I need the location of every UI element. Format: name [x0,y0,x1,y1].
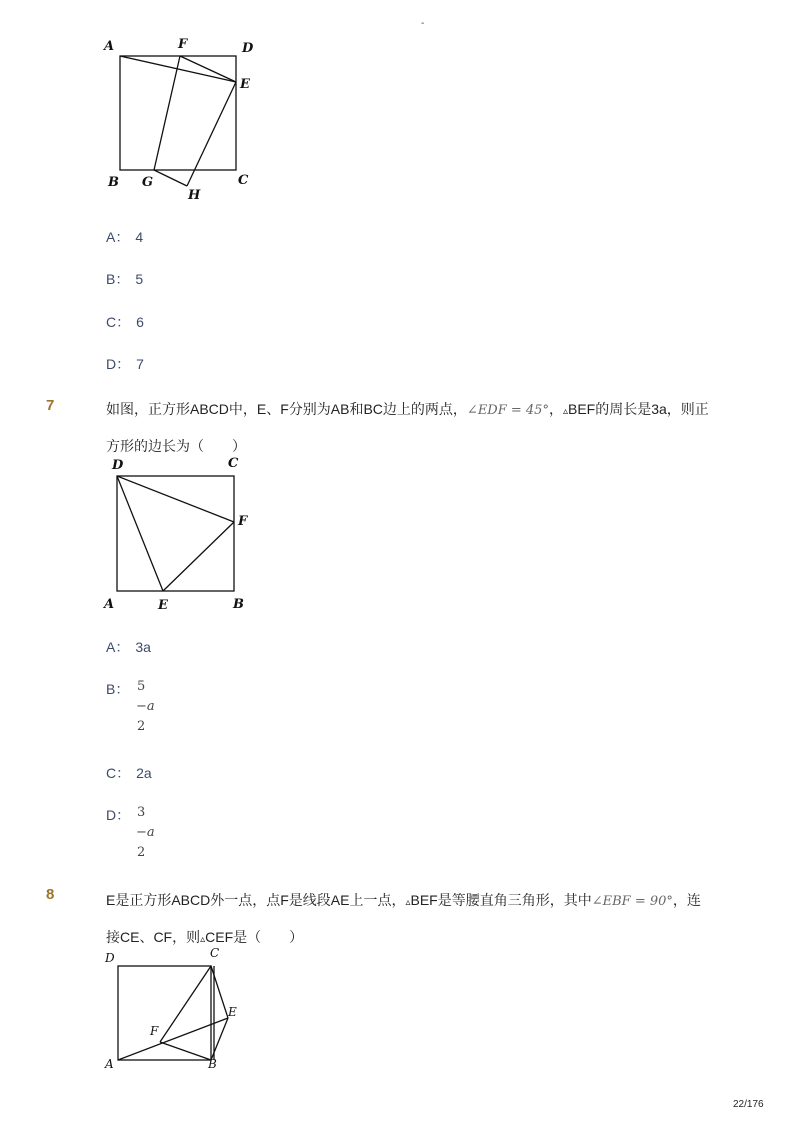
q6-option-d[interactable] [106,354,144,374]
segment-fg [154,56,180,170]
page-number: 22/176 [733,1099,764,1110]
square-abcd [118,966,211,1060]
figure-q7-diagram [100,452,260,617]
q7-option-b[interactable] [106,679,129,699]
fraction-bar: −a [136,825,155,840]
label-a: A [104,597,115,612]
q6-option-c[interactable] [106,312,144,332]
label-d: D [242,41,254,56]
triangle-icon: ▵ [405,897,411,908]
question-8-line-2: 接CE、CF，则▵CEF是（ ） [106,929,304,945]
label-e: E [240,77,250,92]
fraction-numerator: 3 [137,805,146,820]
option-value: 7 [136,356,144,372]
segment-gh [154,170,187,186]
q6-option-a[interactable] [106,227,143,247]
label-f: F [238,514,248,529]
label-f: F [178,37,188,52]
q7-option-c[interactable] [106,763,152,783]
triangle-icon: ▵ [562,406,568,417]
q7-option-d-fraction [137,805,155,860]
option-letter: C： [106,765,131,781]
label-g: G [142,175,154,190]
label-e: E [228,1005,237,1019]
q7-option-b-fraction [137,679,155,734]
segment-fe [180,56,236,82]
fraction-denominator: 2 [137,719,146,734]
figure-q6-diagram [100,34,260,204]
fraction-denominator: 2 [137,845,146,860]
option-letter: D： [106,807,131,823]
label-f: F [150,1024,159,1038]
segment-bf [160,1042,211,1060]
label-d: D [105,951,115,965]
option-letter: C： [106,314,131,330]
label-h: H [188,188,201,203]
option-value: 6 [136,314,144,330]
square-abcd [120,56,236,170]
option-value: 3a [135,639,151,655]
label-e: E [158,598,168,613]
triangle-icon: ▵ [200,934,206,945]
header-mark: - [421,18,425,29]
option-value: 2a [136,765,152,781]
figure-q8-diagram [100,944,250,1074]
q7-option-d[interactable] [106,805,130,825]
label-c: C [228,456,239,471]
label-a: A [104,39,115,54]
option-value: 5 [135,271,144,287]
math-angle-ebf: ∠EBF = 90° [591,894,673,909]
option-letter: B： [106,271,130,287]
label-c: C [238,173,249,188]
option-letter: A： [106,229,130,245]
label-a: A [105,1057,114,1071]
label-b: B [208,1057,217,1071]
option-letter: B： [106,681,130,697]
square-abcd [117,476,234,591]
label-c: C [210,946,220,960]
option-value: 4 [135,229,144,245]
segment-cf [160,966,211,1042]
math-angle-edf: ∠EDF = 45° [466,403,549,418]
segment-ef [163,522,234,591]
question-number-7: 7 [46,397,55,414]
question-7-line-2: 方形的边长为（ ） [106,438,246,454]
segment-df [117,476,234,522]
segment-de [117,476,163,591]
question-8-line-1: E是正方形ABCD外一点，点F是线段AE上一点，▵BEF是等腰直角三角形，其中∠EBF = 90°，连 [106,892,701,909]
label-b: B [233,597,244,612]
label-b: B [108,175,119,190]
fraction-bar: −a [136,699,155,714]
q6-option-b[interactable] [106,269,143,289]
question-number-8: 8 [46,886,55,903]
option-letter: A： [106,639,130,655]
option-letter: D： [106,356,131,372]
fraction-numerator: 5 [137,679,146,694]
q7-option-a[interactable] [106,637,151,657]
question-7-line-1: 如图，正方形ABCD中，E、F分别为AB和BC边上的两点，∠EDF = 45°，▵BEF的周长是3a，则正 [106,401,709,418]
segment-ae [120,56,236,82]
label-d: D [112,458,124,473]
